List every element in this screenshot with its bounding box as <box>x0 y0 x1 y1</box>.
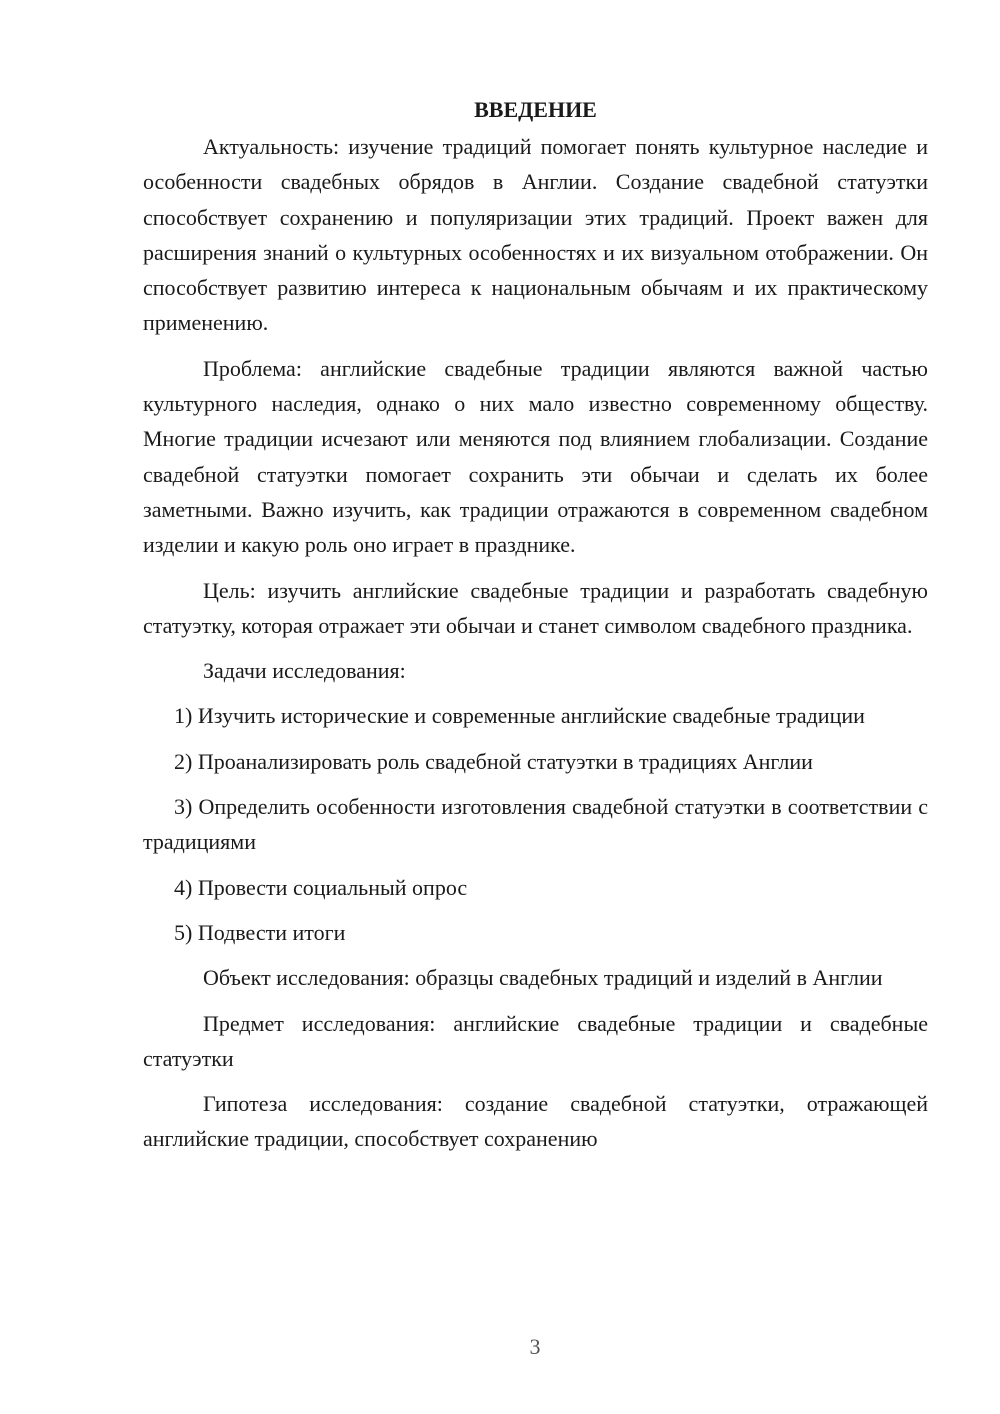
task-item: 4) Провести социальный опрос <box>174 874 468 900</box>
task-item: 5) Подвести итоги <box>174 919 346 945</box>
page-number: 3 <box>529 1334 541 1359</box>
document-page <box>143 90 928 1167</box>
paragraph-relevance: Актуальность: изучение традиций помогает понять культурное наследие и особенности свадебных обрядов в Англии. Создание свадебной статуэтки способствует сохранению и популяризации этих традиций. Проект важен для расширения знаний о культурных особенностях и их визуальном отображении. Он способствует развитию интереса к национальным обычаям и их практическому применению. <box>143 134 928 336</box>
task-item: 1) Изучить исторические и современные английские свадебные традиции <box>174 703 865 729</box>
task-item: 3) Определить особенности изготовления свадебной статуэтки в соответствии с традициями <box>143 794 928 855</box>
paragraph-hypothesis: Гипотеза исследования: создание свадебной статуэтки, отражающей английские традиции, способствует сохранению <box>143 1091 928 1152</box>
paragraph-subject: Предмет исследования: английские свадебные традиции и свадебные статуэтки <box>143 1010 928 1071</box>
paragraph-goal: Цель: изучить английские свадебные традиции и разработать свадебную статуэтку, которая отражает эти обычаи и станет символом свадебного праздника. <box>143 577 928 638</box>
paragraph-object: Объект исследования: образцы свадебных традиций и изделий в Англии <box>203 965 883 991</box>
task-item: 2) Проанализировать роль свадебной статуэтки в традициях Англии <box>174 748 813 774</box>
paragraph-tasks-heading: Задачи исследования: <box>203 658 406 684</box>
page-title: ВВЕДЕНИЕ <box>474 97 597 122</box>
paragraph-problem: Проблема: английские свадебные традиции являются важной частью культурного наследия, однако о них мало известно современному обществу. Многие традиции исчезают или меняются под влиянием глобализации. Создание свадебной статуэтки помогает сохранить эти обычаи и сделать их более заметными. Важно изучить, как традиции отражаются в современном свадебном изделии и какую роль оно играет в празднике. <box>143 355 928 558</box>
